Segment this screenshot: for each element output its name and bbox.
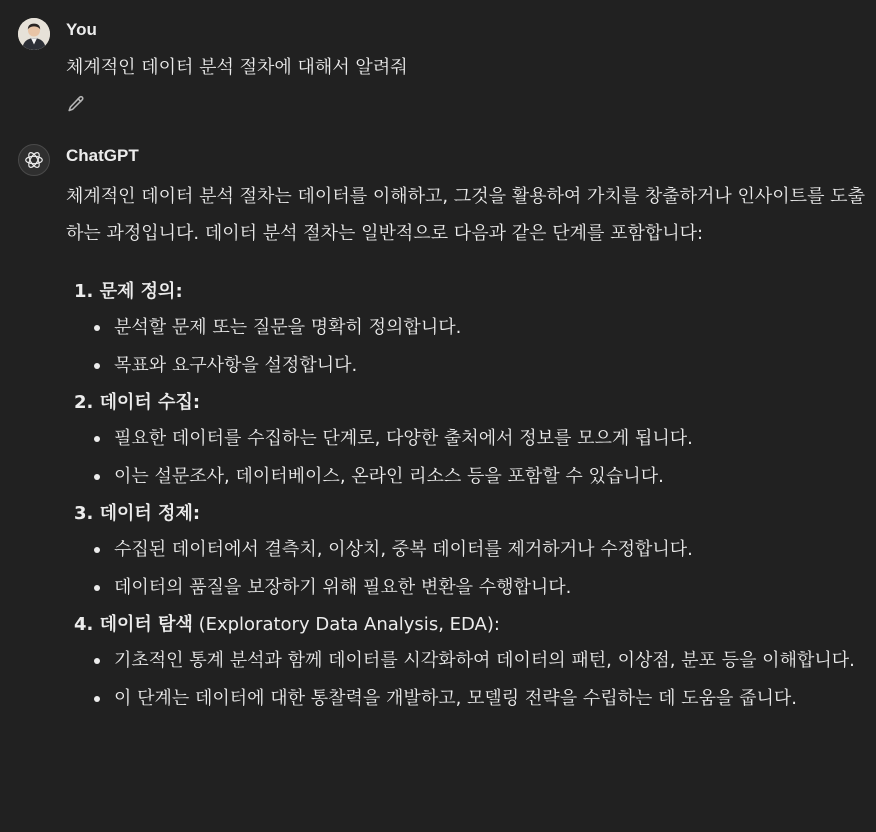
pencil-icon [66, 94, 86, 114]
assistant-response [66, 178, 866, 718]
bullet-item: 이 단계는 데이터에 대한 통찰력을 개발하고, 모델링 전략을 수립하는 데 도움을 줍니다. [94, 680, 866, 717]
assistant-author-name: ChatGPT [66, 146, 139, 165]
step-item [74, 274, 866, 384]
step-title: 1. 문제 정의: [74, 281, 183, 302]
step-item [74, 496, 866, 606]
bullet-item: 데이터의 품질을 보장하기 위해 필요한 변환을 수행합니다. [94, 569, 866, 606]
step-bullets [74, 420, 866, 495]
step-title: 3. 데이터 정제: [74, 503, 201, 524]
assistant-avatar [18, 144, 50, 176]
user-author-name: You [66, 20, 97, 39]
user-message-text: 체계적인 데이터 분석 절차에 대해서 알려줘 [66, 57, 408, 78]
step-bullets [74, 531, 866, 606]
bullet-item: 분석할 문제 또는 질문을 명확히 정의합니다. [94, 309, 866, 346]
step-item [74, 385, 866, 495]
response-intro: 체계적인 데이터 분석 절차는 데이터를 이해하고, 그것을 활용하여 가치를 창출하거나 인사이트를 도출하는 과정입니다. 데이터 분석 절차는 일반적으로 다음과 같은 단계를 포함합니다: [66, 186, 865, 244]
bullet-item: 수집된 데이터에서 결측치, 이상치, 중복 데이터를 제거하거나 수정합니다. [94, 531, 866, 568]
step-title: 2. 데이터 수집: [74, 392, 201, 413]
openai-logo-icon [23, 149, 45, 171]
bullet-item: 기초적인 통계 분석과 함께 데이터를 시각화하여 데이터의 패턴, 이상점, 분포 등을 이해합니다. [94, 642, 866, 679]
step-bullets [74, 642, 866, 717]
steps-list [66, 274, 866, 717]
user-avatar [18, 18, 50, 50]
step-item [74, 607, 866, 717]
bullet-item: 목표와 요구사항을 설정합니다. [94, 347, 866, 384]
step-title: 4. 데이터 탐색 (Exploratory Data Analysis, EDA): [74, 614, 500, 635]
bullet-item: 필요한 데이터를 수집하는 단계로, 다양한 출처에서 정보를 모으게 됩니다. [94, 420, 866, 457]
edit-message-button[interactable] [64, 92, 88, 116]
step-bullets [74, 309, 866, 384]
bullet-item: 이는 설문조사, 데이터베이스, 온라인 리소스 등을 포함할 수 있습니다. [94, 458, 866, 495]
